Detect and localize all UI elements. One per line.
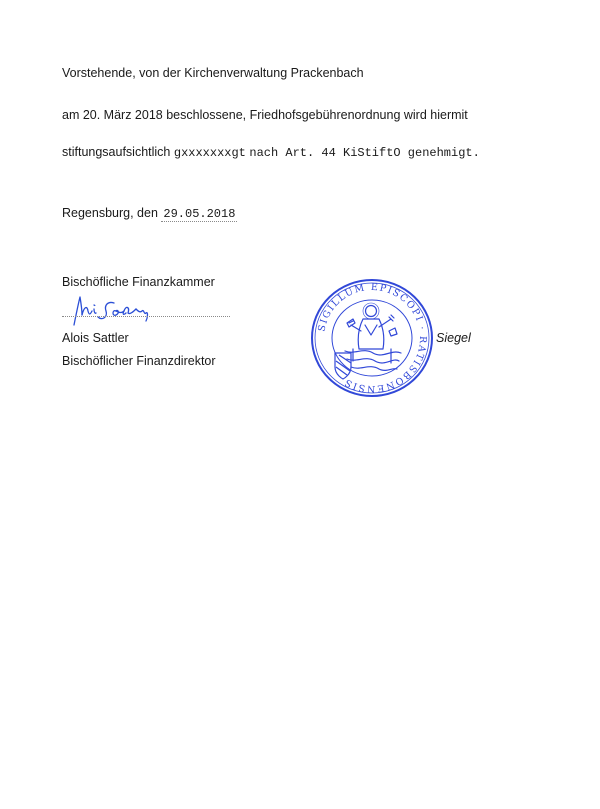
- struck-text: gxxxxxxxgt: [173, 146, 246, 160]
- text-line-1: Vorstehende, von der Kirchenverwaltung Prackenbach: [62, 66, 364, 80]
- place-date-label: Regensburg, den: [62, 206, 158, 220]
- text-line-3-prefix: stiftungsaufsichtlich: [62, 145, 171, 159]
- text-line-3: [62, 145, 480, 160]
- official-seal: [309, 275, 435, 401]
- date-value: 29.05.2018: [163, 207, 236, 221]
- text-line-2: am 20. März 2018 beschlossene, Friedhofsgebührenordnung wird hiermit: [62, 108, 468, 122]
- signature-line: [62, 316, 230, 317]
- signer-name: Alois Sattler: [62, 331, 129, 345]
- handwritten-signature: [60, 293, 160, 327]
- svg-text:SIGILLUM EPISCOPI · RATISBONEN: SIGILLUM EPISCOPI · RATISBONENSIS: [316, 281, 429, 395]
- place-date-line: [62, 206, 237, 222]
- text-line-3-suffix: nach Art. 44 KiStiftO genehmigt.: [249, 146, 480, 160]
- date-field: [161, 206, 237, 222]
- signer-title: Bischöflicher Finanzdirektor: [62, 354, 216, 368]
- authority-name: Bischöfliche Finanzkammer: [62, 275, 215, 289]
- seal-label: Siegel: [436, 331, 471, 345]
